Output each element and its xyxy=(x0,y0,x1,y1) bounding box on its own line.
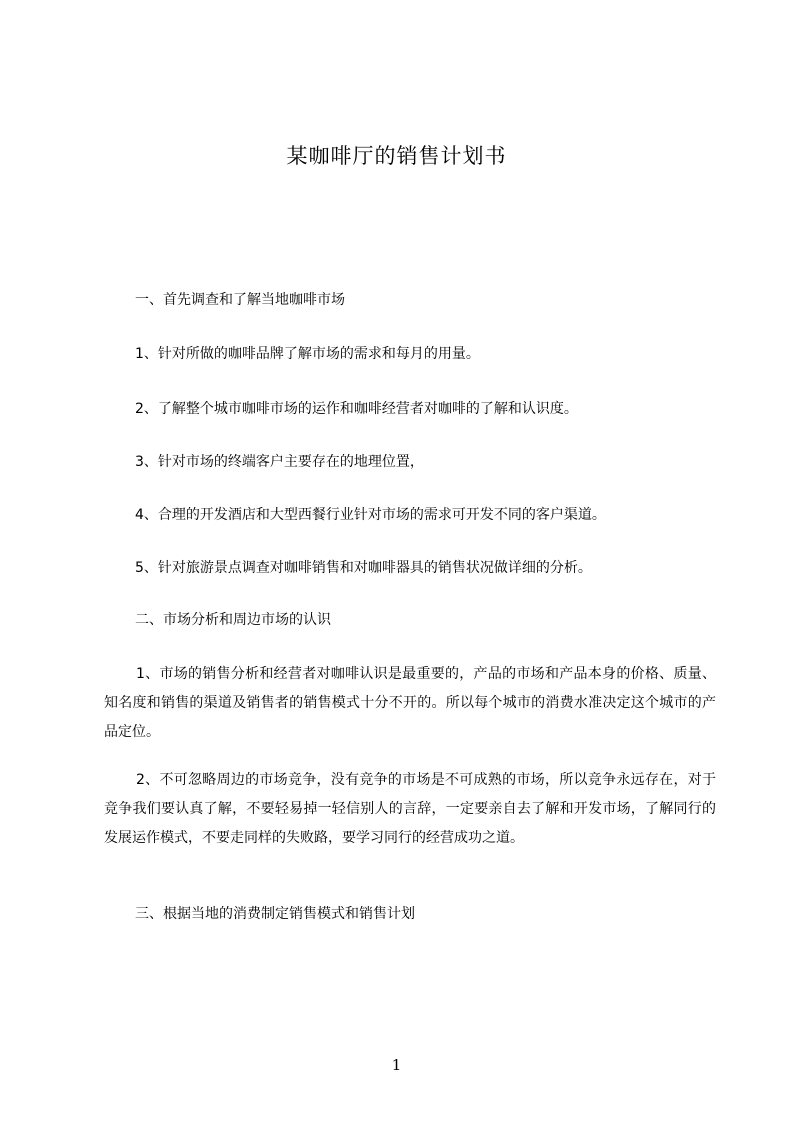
section-heading-1: 一、首先调查和了解当地咖啡市场 xyxy=(135,292,345,308)
list-item-4: 4、合理的开发酒店和大型西餐行业针对市场的需求可开发不同的客户渠道。 xyxy=(135,507,606,523)
document-title: 某咖啡厅的销售计划书 xyxy=(286,144,507,168)
page-number: 1 xyxy=(391,1056,402,1074)
section-heading-2: 二、市场分析和周边市场的认识 xyxy=(135,612,331,628)
list-item-2: 2、了解整个城市咖啡市场的运作和咖啡经营者对咖啡的了解和认识度。 xyxy=(135,401,578,417)
section-heading-3: 三、根据当地的消费制定销售模式和销售计划 xyxy=(135,906,415,922)
paragraph-2: 2、不可忽略周边的市场竞争，没有竞争的市场是不可成熟的市场，所以竞争永远存在，对于竞争我们要认真了解，不要轻易掉一轻信别人的言辞，一定要亲自去了解和开发市场，了解同行的发展运作模式，不要走同样的失败路，要学习同行的经营成功之道。 xyxy=(104,772,716,846)
paragraph-1: 1、市场的销售分析和经营者对咖啡认识是最重要的，产品的市场和产品本身的价格、质量、知名度和销售的渠道及销售者的销售模式十分不开的。所以每个城市的消费水准决定这个城市的产品定位。 xyxy=(104,666,716,740)
list-item-1: 1、针对所做的咖啡品牌了解市场的需求和每月的用量。 xyxy=(135,346,480,362)
list-item-3: 3、针对市场的终端客户主要存在的地理位置， xyxy=(135,454,424,470)
list-item-5: 5、针对旅游景点调查对咖啡销售和对咖啡器具的销售状况做详细的分析。 xyxy=(135,560,592,576)
